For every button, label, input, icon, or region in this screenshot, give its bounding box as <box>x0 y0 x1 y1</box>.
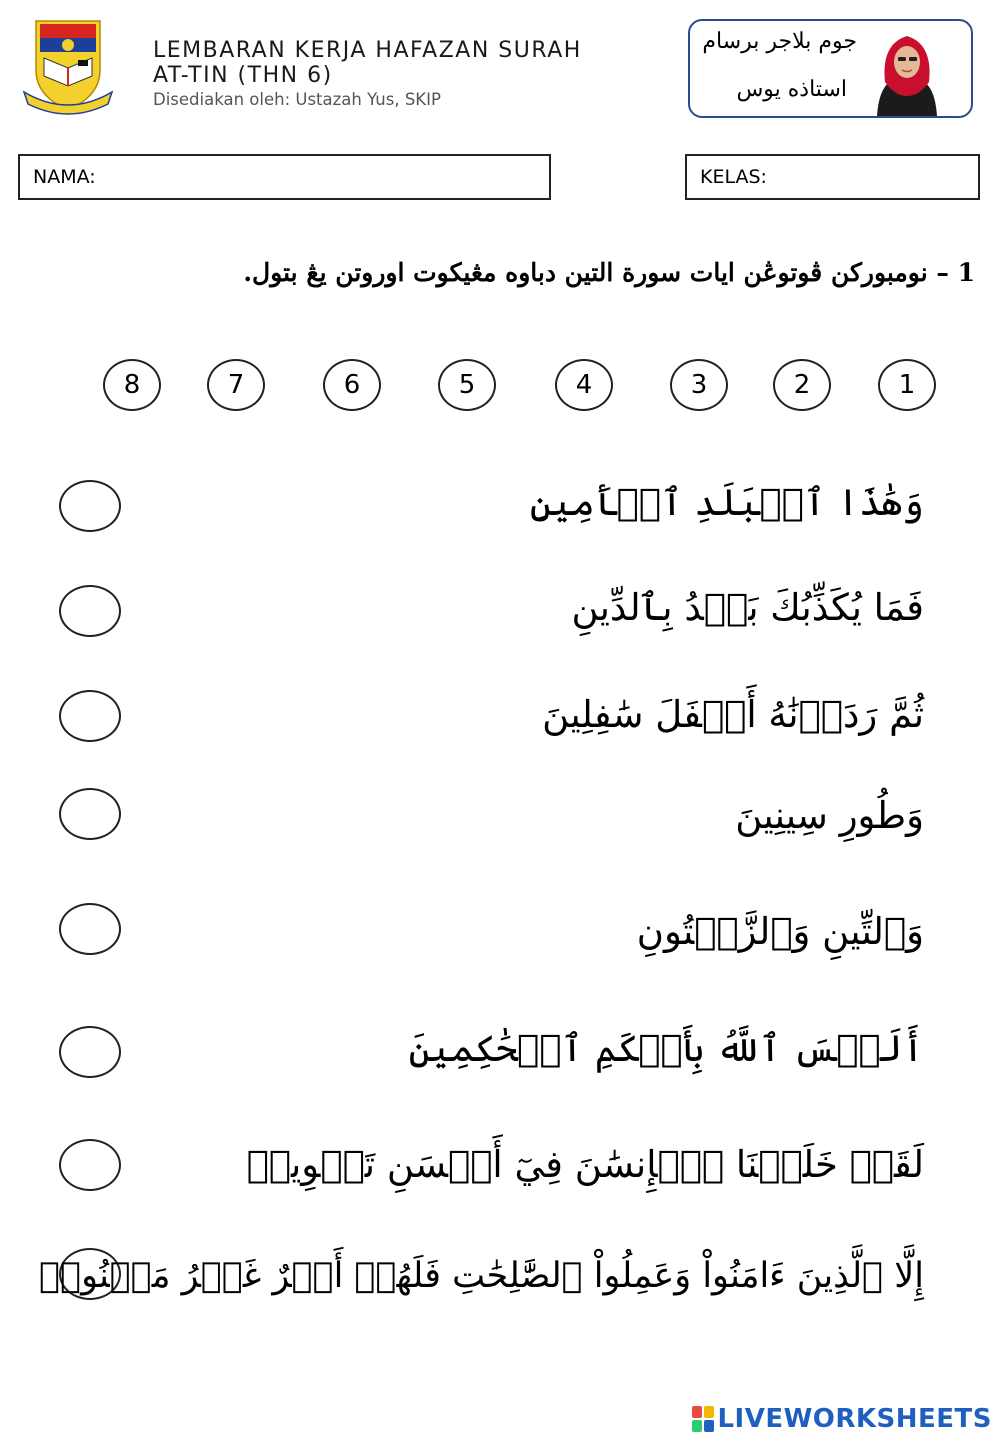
number-option-5[interactable]: 5 <box>438 359 496 411</box>
number-option-7[interactable]: 7 <box>207 359 265 411</box>
number-option-1[interactable]: 1 <box>878 359 936 411</box>
number-option-3[interactable]: 3 <box>670 359 728 411</box>
badge-greeting: جوم بلاجر برسام <box>702 29 857 54</box>
answer-slot-5[interactable] <box>59 903 121 955</box>
answer-slot-6[interactable] <box>59 1026 121 1078</box>
nama-field[interactable] <box>18 154 551 200</box>
answer-slot-7[interactable] <box>59 1139 121 1191</box>
verse-line: أَلَيۡسَ ٱللَّهُ بِأَحۡكَمِ ٱلۡحَٰكِمِينَ <box>408 1027 924 1070</box>
verse-line: لَقَدۡ خَلَقۡنَا ٱلۡإِنسَٰنَ فِيٓ أَحۡسَنِ تَقۡوِيمٖ <box>246 1143 924 1186</box>
number-option-6[interactable]: 6 <box>323 359 381 411</box>
answer-slot-4[interactable] <box>59 788 121 840</box>
worksheet-title: LEMBARAN KERJA HAFAZAN SURAH <box>153 38 582 63</box>
kelas-field[interactable] <box>685 154 980 200</box>
kelas-label: KELAS: <box>700 166 767 188</box>
answer-slot-3[interactable] <box>59 690 121 742</box>
answer-slot-1[interactable] <box>59 480 121 532</box>
number-option-4[interactable]: 4 <box>555 359 613 411</box>
verse-line: وَٱلتِّينِ وَٱلزَّيۡتُونِ <box>636 910 924 953</box>
worksheet-subject: AT-TIN (THN 6) <box>153 63 333 88</box>
teacher-badge <box>688 19 973 118</box>
school-logo <box>22 18 114 118</box>
verse-line: فَمَا يُكَذِّبُكَ بَعۡدُ بِٱلدِّينِ <box>571 586 924 629</box>
question-instruction: 1 – نومبوركن ڤوتوڠن ايات سورة التين دباوه مڠيكوت اوروتن يڠ بتول. <box>243 258 975 287</box>
liveworksheets-footer[interactable] <box>692 1404 992 1434</box>
liveworksheets-logo-icon <box>692 1406 714 1432</box>
liveworksheets-brand: LIVEWORKSHEETS <box>717 1404 992 1434</box>
verse-line: ثُمَّ رَدَدۡنَٰهُ أَسۡفَلَ سَٰفِلِينَ <box>542 693 924 736</box>
number-option-8[interactable]: 8 <box>103 359 161 411</box>
header-title-block <box>153 38 582 111</box>
verse-line: وَطُورِ سِينِينَ <box>735 794 924 837</box>
prepared-by: Disediakan oleh: Ustazah Yus, SKIP <box>153 90 441 109</box>
badge-teacher-name: استاذه يوس <box>736 77 847 102</box>
nama-label: NAMA: <box>33 166 96 188</box>
teacher-photo <box>871 24 943 116</box>
number-option-2[interactable]: 2 <box>773 359 831 411</box>
verse-line: وَهَٰذَا ٱلۡبَلَدِ ٱلۡأَمِينِ <box>529 481 924 524</box>
verse-line: إِلَّا ٱلَّذِينَ ءَامَنُواْ وَعَمِلُواْ ٱلصَّٰلِحَٰتِ فَلَهُمۡ أَجۡرٌ غَيۡرُ مَمۡنُونٖ <box>39 1256 924 1296</box>
answer-slot-2[interactable] <box>59 585 121 637</box>
